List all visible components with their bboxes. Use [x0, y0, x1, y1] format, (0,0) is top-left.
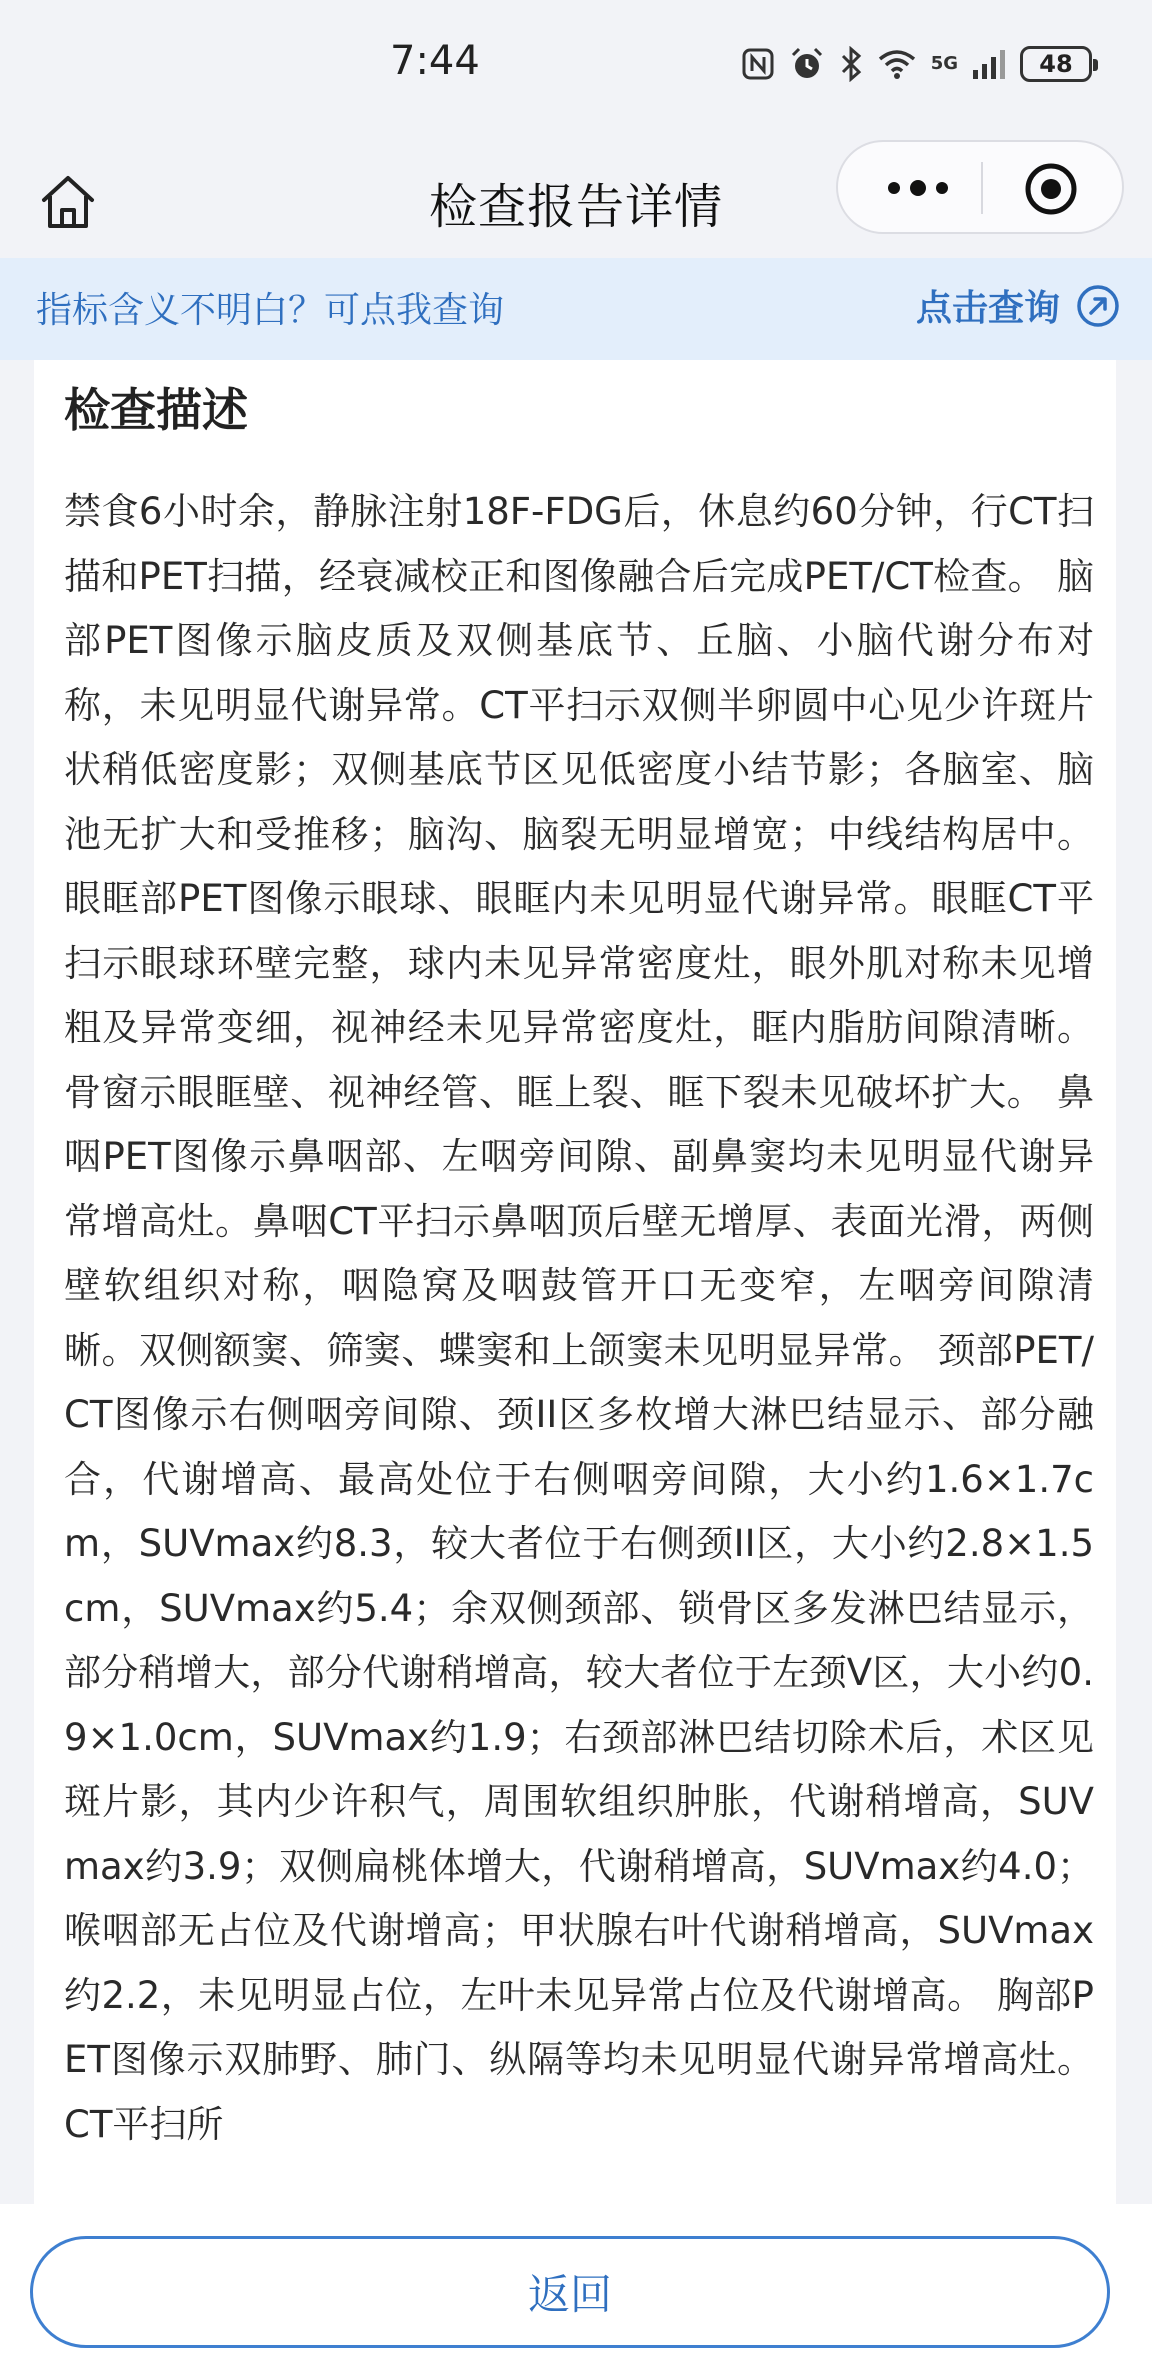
mini-program-capsule: [836, 140, 1124, 234]
query-action[interactable]: [916, 280, 1120, 331]
battery-indicator: [1020, 46, 1092, 82]
wifi-icon: [877, 47, 917, 81]
report-card: [34, 360, 1116, 2210]
section-title: 检查描述: [64, 383, 248, 437]
banner-text: 指标含义不明白？可点我查询: [36, 290, 505, 331]
more-icon[interactable]: [878, 168, 958, 208]
network-type: 5G: [930, 53, 958, 74]
help-banner[interactable]: [0, 258, 1152, 360]
query-action-label: 点击查询: [915, 288, 1060, 329]
battery-level: 48: [1039, 50, 1073, 78]
arrow-up-right-circle-icon: [1076, 284, 1120, 328]
status-icons: [741, 44, 1092, 84]
status-time: 7:44: [390, 38, 480, 84]
page-title: 检查报告详情: [428, 179, 723, 235]
navigation-header: [0, 140, 1152, 258]
nfc-icon: [741, 47, 775, 81]
back-button[interactable]: 返回: [30, 2236, 1110, 2348]
close-miniprogram-icon[interactable]: [1024, 162, 1078, 216]
alarm-icon: [789, 46, 825, 82]
signal-icon: [972, 48, 1006, 80]
bottom-bar: [0, 2204, 1152, 2376]
status-bar: [0, 0, 1152, 140]
capsule-divider: [981, 162, 983, 214]
report-description: 禁食6小时余，静脉注射18F-FDG后，休息约60分钟，行CT扫描和PET扫描，经衰减校正和图像融合后完成PET/CT检查。 脑部PET图像示脑皮质及双侧基底节、丘脑、小脑代谢分布对称，未见明显代谢异常。CT平扫示双侧半卵圆中心见少许斑片状稍低密度影；双侧基底节区见低密度小结节影；各脑室、脑池无扩大和受推移；脑沟、脑裂无明显增宽；中线结构居中。 眼眶部PET图像示眼球、眼眶内未见明显代谢异常。眼眶CT平扫示眼球环壁完整，球内未见异常密度灶，眼外肌对称未见增粗及异常变细，视神经未见异常密度灶，眶内脂肪间隙清晰。骨窗示眼眶壁、视神经管、眶上裂、眶下裂未见破坏扩大。 鼻咽PET图像示鼻咽部、左咽旁间隙、副鼻窦均未见明显代谢异常增高灶。鼻咽CT平扫示鼻咽顶后壁无增厚、表面光滑，两侧壁软组织对称，咽隐窝及咽鼓管开口无变窄，左咽旁间隙清晰。双侧额窦、筛窦、蝶窦和上颌窦未见明显异常。 颈部PET/CT图像示右侧咽旁间隙、颈II区多枚增大淋巴结显示、部分融合，代谢增高、最高处位于右侧咽旁间隙，大小约1.6×1.7cm，SUVmax约8.3，较大者位于右侧颈II区，大小约2.8×1.5cm，SUVmax约5.4；余双侧颈部、锁骨区多发淋巴结显示，部分稍增大，部分代谢稍增高，较大者位于左颈V区，大小约0.9×1.0cm，SUVmax约1.9；右颈部淋巴结切除术后，术区见斑片影，其内少许积气，周围软组织肿胀，代谢稍增高，SUVmax约3.9；双侧扁桃体增大，代谢稍增高，SUVmax约4.0；喉咽部无占位及代谢增高；甲状腺右叶代谢稍增高，SUVmax约2.2，未见明显占位，左叶未见异常占位及代谢增高。 胸部PET图像示双肺野、肺门、纵隔等均未见明显代谢异常增高灶。CT平扫所: [64, 490, 1094, 2146]
bluetooth-icon: [839, 46, 863, 82]
